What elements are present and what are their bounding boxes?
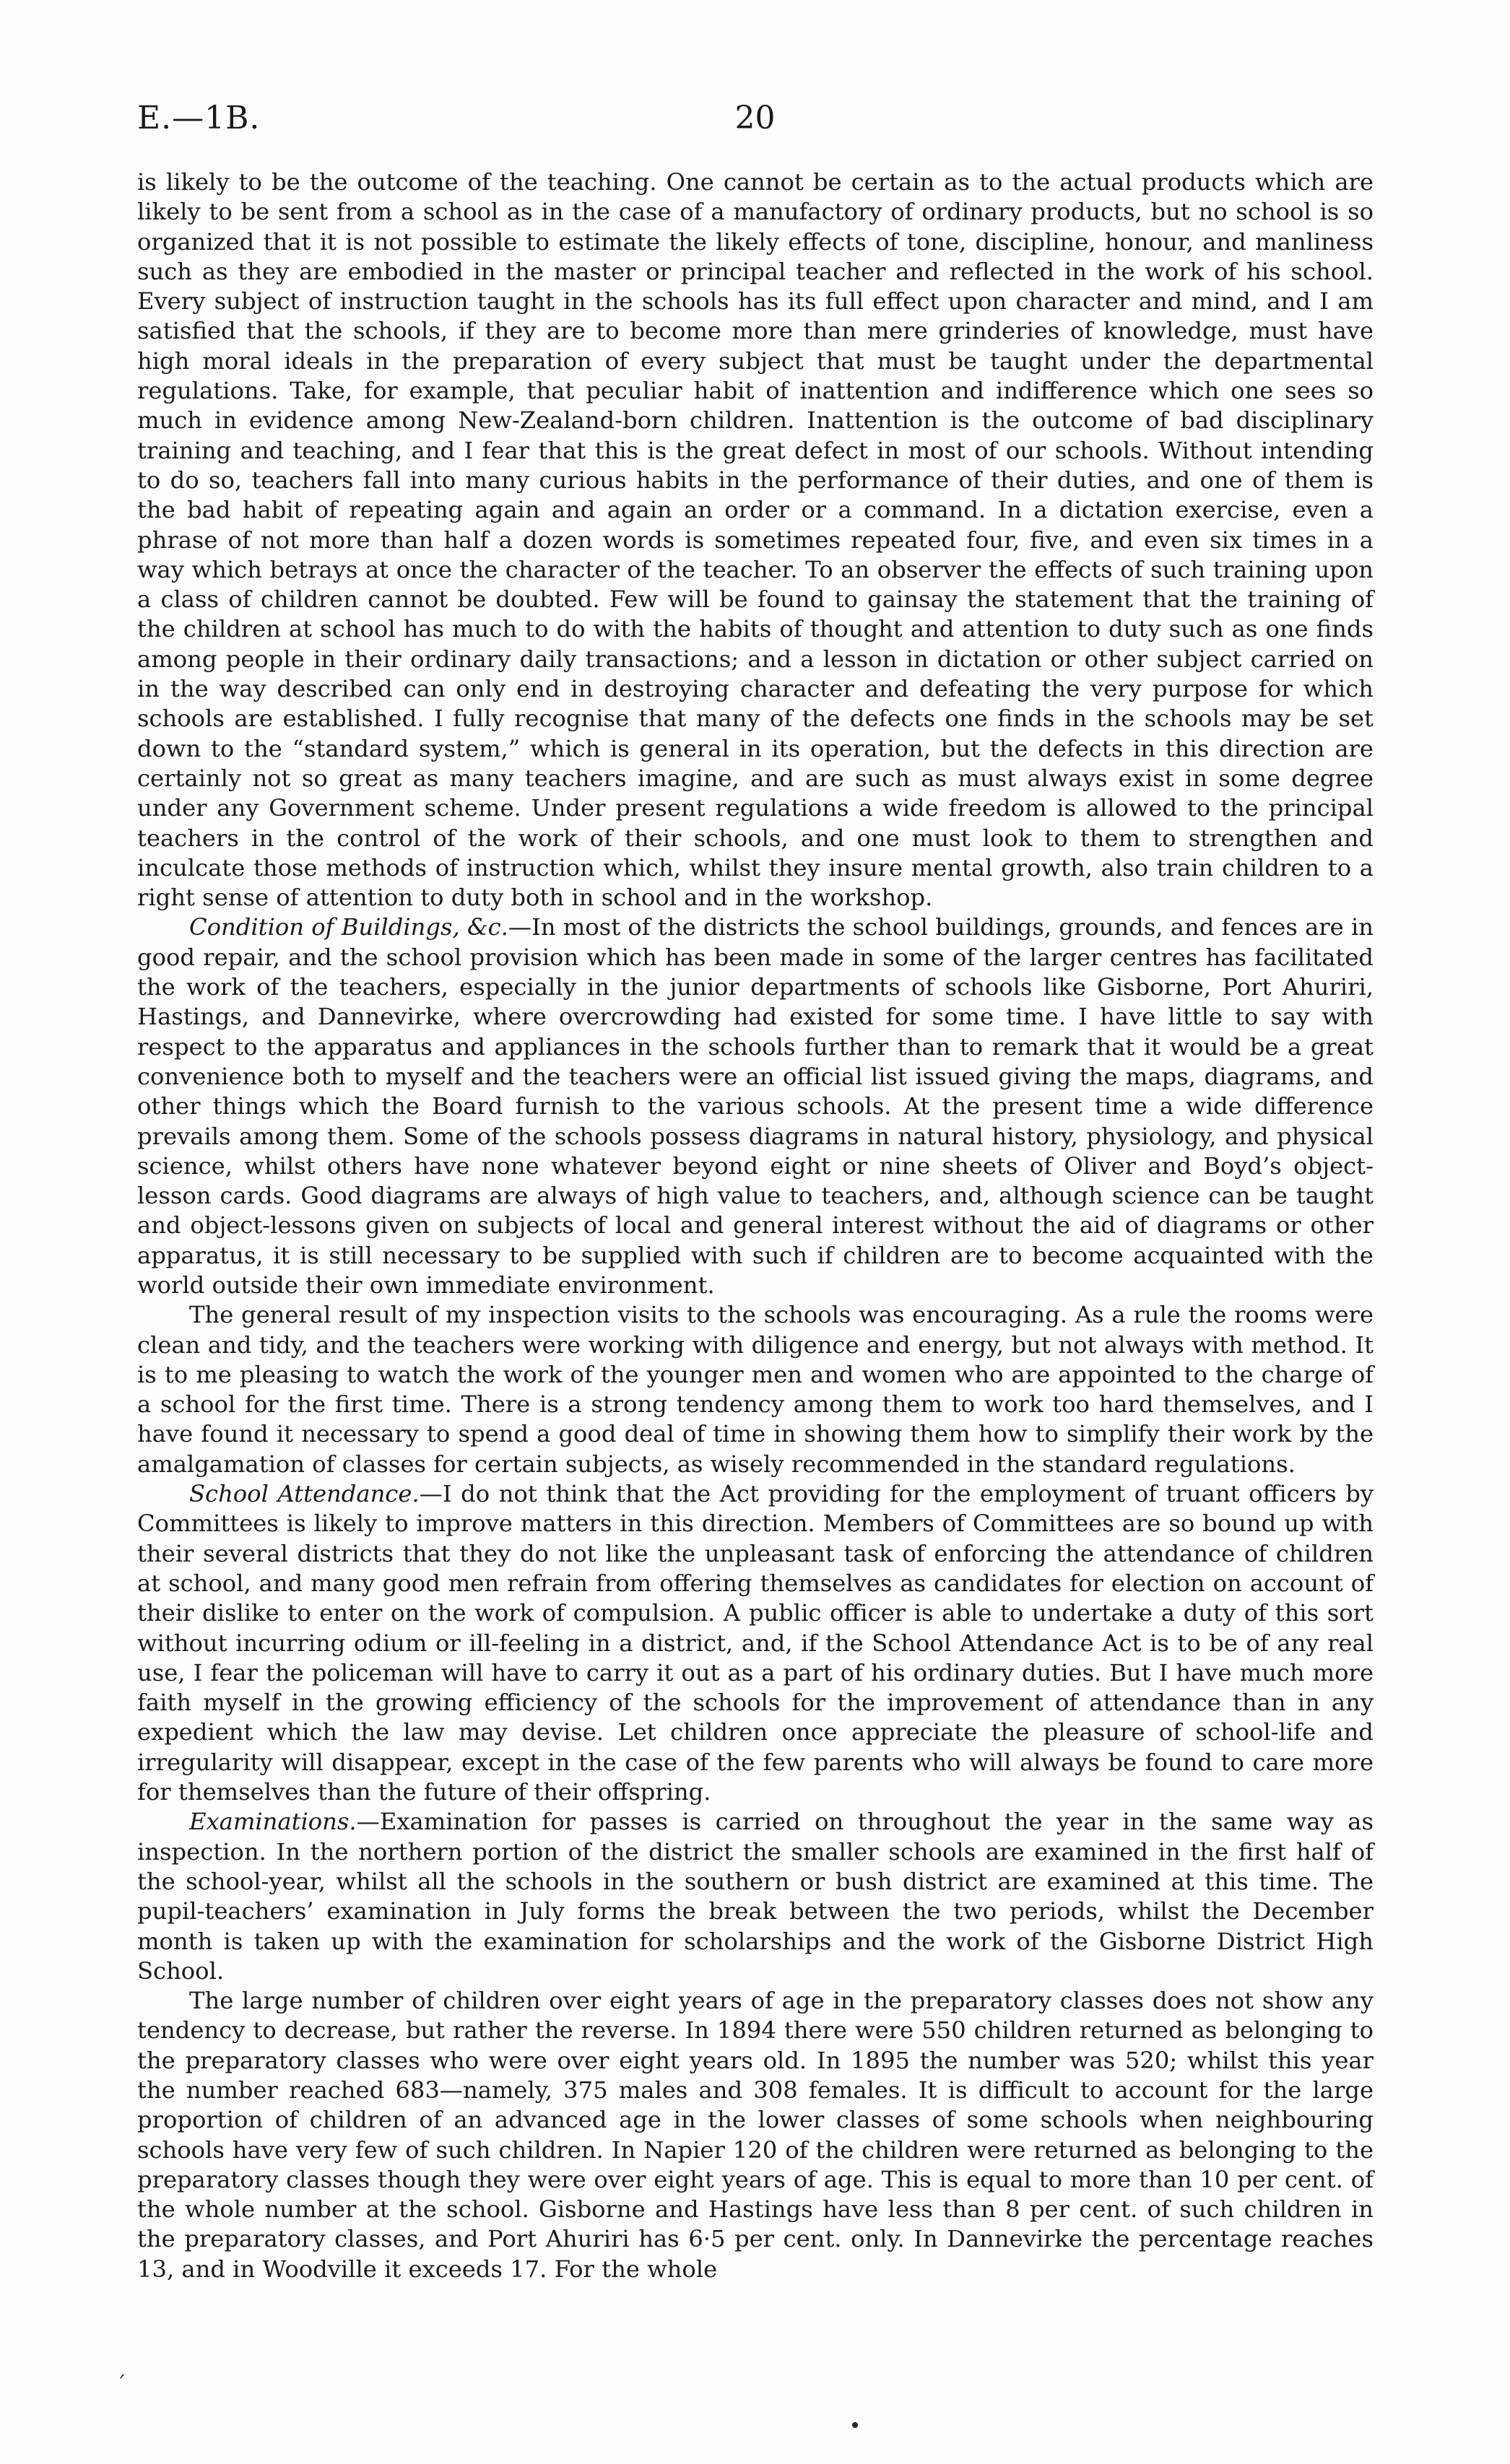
document-reference: E.—1B.	[137, 100, 261, 136]
paragraph	[137, 1479, 1374, 1807]
paragraph-text: The large number of children over eight years of age in the preparatory classes does not show any tendency to decrease, but rather the reverse. In 1894 there were 550 children returned as belonging to the preparatory classes who were over eight years old. In 1895 the number was 520; whilst this year the number reached 683—namely, 375 males and 308 females. It is difficult to account for the large proportion of children of an advanced age in the lower classes of some schools when neighbouring schools have very few of such children. In Napier 120 of the children were returned as belonging to the preparatory classes though they were over eight years of age. This is equal to more than 10 per cent. of the whole number at the school. Gisborne and Hastings have less than 8 per cent. of such children in the preparatory classes, and Port Ahuriri has 6·5 per cent. only. In Dannevirke the percentage reaches 13, and in Woodville it exceeds 17. For the whole	[137, 1987, 1374, 2283]
paragraph	[137, 167, 1374, 913]
paragraph-text: —Examination for passes is carried on throughout the year in the same way as inspection. In the northern portion of the district the smaller schools are examined in the first half of the school-year, whilst all the schools in the southern or bush district are examined at this time. The pupil-teachers’ examination in July forms the break between the two periods, whilst the December month is taken up with the examination for scholarships and the work of the Gisborne District High School.	[137, 1808, 1374, 1985]
paragraph	[137, 1807, 1374, 1986]
page-number: 20	[734, 100, 776, 136]
section-heading: School Attendance.	[189, 1480, 420, 1508]
section-heading: Examinations.	[189, 1808, 357, 1836]
paragraph-text: —In most of the districts the school buildings, grounds, and fences are in good repair, and the school provision which has been made in some of the larger centres has facilitated the work of the teachers, especially in the junior departments of schools like Gisborne, Port Ahuriri, Hastings, and Dannevirke, where overcrowding had existed for some time. I have little to say with respect to the apparatus and appliances in the schools further than to remark that it would be a great convenience both to myself and the teachers were an official list issued giving the maps, diagrams, and other things which the Board furnish to the various schools. At the present time a wide difference prevails among them. Some of the schools possess diagrams in natural history, physiology, and physical science, whilst others have none whatever beyond eight or nine sheets of Oliver and Boyd’s object-lesson cards. Good diagrams are always of high value to teachers, and, although science can be taught and object-lessons given on subjects of local and general interest without the aid of diagrams or other apparatus, it is still necessary to be supplied with such if children are to become acquainted with the world outside their own immediate environment.	[137, 913, 1374, 1299]
paragraph	[137, 1300, 1374, 1479]
paragraph-text: —I do not think that the Act providing for the employment of truant officers by Committees is likely to improve matters in this direction. Members of Committees are so bound up with their several districts that they do not like the unpleasant task of enforcing the attendance of children at school, and many good men refrain from offering themselves as candidates for election on account of their dislike to enter on the work of compulsion. A public officer is able to undertake a duty of this sort without incurring odium or ill-feeling in a district, and, if the School Attendance Act is to be of any real use, I fear the policeman will have to carry it out as a part of his ordinary duties. But I have much more faith myself in the growing efficiency of the schools for the improvement of attendance than in any expedient which the law may devise. Let children once appreciate the pleasure of school-life and irregularity will disappear, except in the case of the few parents who will always be found to care more for themselves than the future of their offspring.	[137, 1480, 1374, 1806]
printer-dot	[852, 2422, 858, 2428]
page-header	[137, 100, 1373, 143]
paragraph	[137, 1986, 1374, 2284]
section-heading: Condition of Buildings, &c.	[189, 913, 508, 941]
paragraph-text: The general result of my inspection visits to the schools was encouraging. As a rule the rooms were clean and tidy, and the teachers were working with diligence and energy, but not always with method. It is to me pleasing to watch the work of the younger men and women who are appointed to the charge of a school for the first time. There is a strong tendency among them to work too hard themselves, and I have found it necessary to spend a good deal of time in showing them how to simplify their work by the amalgamation of classes for certain subjects, as wisely recommended in the standard regulations.	[137, 1301, 1374, 1478]
margin-mark: ˊ	[116, 2372, 126, 2398]
paragraph	[137, 913, 1374, 1300]
paragraph-text: is likely to be the outcome of the teaching. One cannot be certain as to the actual products which are likely to be sent from a school as in the case of a manufactory of ordinary products, but no school is so organized that it is not possible to estimate the likely effects of tone, discipline, honour, and manliness such as they are embodied in the master or principal teacher and reflected in the work of his school. Every subject of instruction taught in the schools has its full effect upon character and mind, and I am satisfied that the schools, if they are to become more than mere grinderies of knowledge, must have high moral ideals in the preparation of every subject that must be taught under the departmental regulations. Take, for example, that peculiar habit of inattention and indifference which one sees so much in evidence among New-Zealand-born children. Inattention is the outcome of bad disciplinary training and teaching, and I fear that this is the great defect in most of our schools. Without intending to do so, teachers fall into many curious habits in the performance of their duties, and one of them is the bad habit of repeating again and again an order or a command. In a dictation exercise, even a phrase of not more than half a dozen words is sometimes repeated four, five, and even six times in a way which betrays at once the character of the teacher. To an observer the effects of such training upon a class of children cannot be doubted. Few will be found to gainsay the statement that the training of the children at school has much to do with the habits of thought and attention to duty such as one finds among people in their ordinary daily transactions; and a lesson in dictation or other subject carried on in the way described can only end in destroying character and defeating the very purpose for which schools are established. I fully recognise that many of the defects one finds in the schools may be set down to the “standard system,” which is general in its operation, but the defects in this direction are certainly not so great as many teachers imagine, and are such as must always exist in some degree under any Government scheme. Under present regulations a wide freedom is allowed to the principal teachers in the control of the work of their schools, and one must look to them to strengthen and inculcate those methods of instruction which, whilst they insure mental growth, also train children to a right sense of attention to duty both in school and in the workshop.	[137, 168, 1374, 912]
document-body	[137, 167, 1374, 2284]
